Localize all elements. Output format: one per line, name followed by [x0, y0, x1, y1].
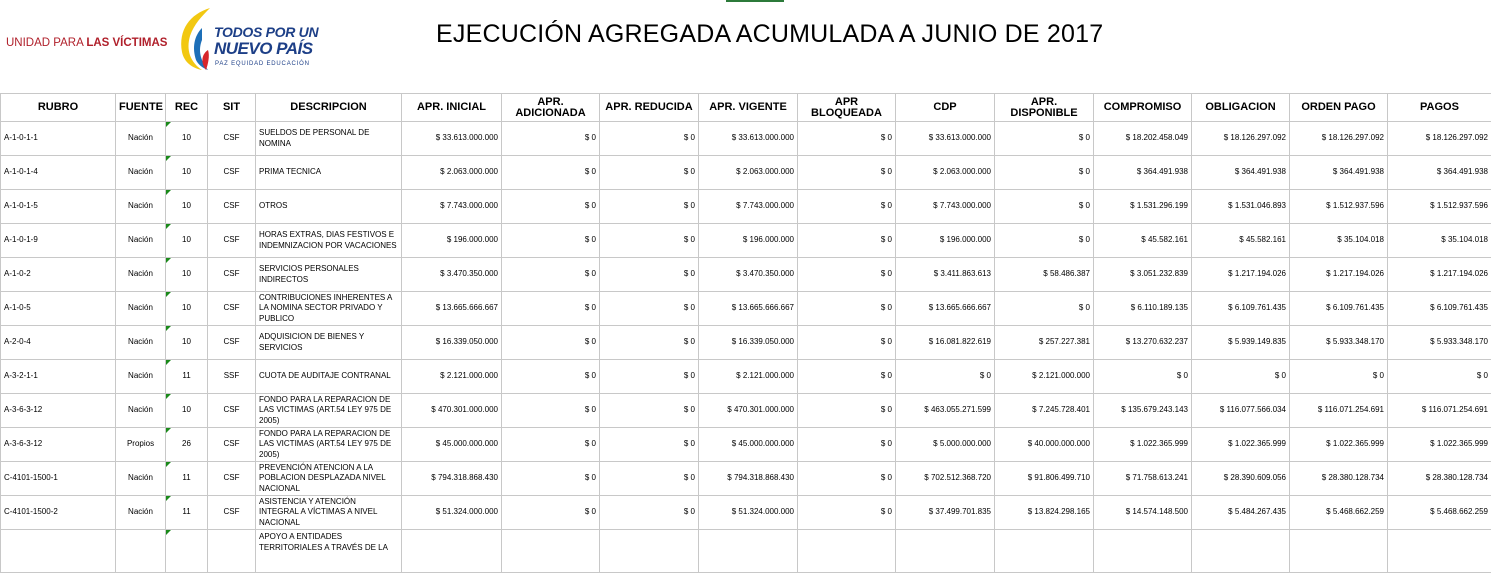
cell-compromiso[interactable]: $ 0 [1094, 360, 1192, 394]
cell-obligacion[interactable]: $ 5.484.267.435 [1192, 496, 1290, 530]
cell-rubro[interactable]: A-1-0-1-1 [1, 122, 116, 156]
logo-text: UNIDAD PARA LAS VÍCTIMAS [6, 37, 167, 49]
cell-apr-reducida[interactable]: $ 0 [600, 190, 699, 224]
cell-apr-vigente[interactable]: $ 13.665.666.667 [699, 292, 798, 326]
cell-apr-reducida[interactable]: $ 0 [600, 496, 699, 530]
cell-cdp[interactable]: $ 0 [896, 360, 995, 394]
cell-rubro[interactable]: A-1-0-2 [1, 258, 116, 292]
cell-pagos[interactable] [1388, 530, 1491, 573]
cell-fuente[interactable]: Nación [116, 122, 166, 156]
cell-descripcion[interactable]: OTROS [256, 190, 402, 224]
cell-rec[interactable]: 11 [166, 462, 208, 496]
cell-rubro[interactable]: A-1-0-1-5 [1, 190, 116, 224]
table-header-row [1, 94, 1491, 122]
cell-fuente[interactable]: Nación [116, 292, 166, 326]
cell-apr-reducida[interactable]: $ 0 [600, 292, 699, 326]
cell-apr-disponible[interactable]: $ 91.806.499.710 [995, 462, 1094, 496]
cell-rec[interactable]: 10 [166, 190, 208, 224]
cell-apr-bloqueada[interactable] [798, 530, 896, 573]
cell-cdp[interactable]: $ 33.613.000.000 [896, 122, 995, 156]
cell-cdp[interactable]: $ 7.743.000.000 [896, 190, 995, 224]
cell-apr-vigente[interactable]: $ 33.613.000.000 [699, 122, 798, 156]
table-row [1, 428, 1491, 462]
cell-pagos[interactable]: $ 6.109.761.435 [1388, 292, 1491, 326]
cell-rec[interactable]: 10 [166, 292, 208, 326]
column-header-apr-vigente[interactable]: APR. VIGENTE [699, 94, 798, 122]
cell-orden-pago[interactable]: $ 5.468.662.259 [1290, 496, 1388, 530]
cell-rubro[interactable]: C-4101-1500-1 [1, 462, 116, 496]
cell-rec[interactable]: 10 [166, 326, 208, 360]
cell-apr-inicial[interactable]: $ 2.063.000.000 [402, 156, 502, 190]
table-row [1, 496, 1491, 530]
cell-pagos[interactable]: $ 5.933.348.170 [1388, 326, 1491, 360]
cell-apr-disponible[interactable]: $ 257.227.381 [995, 326, 1094, 360]
cell-fuente[interactable]: Nación [116, 156, 166, 190]
cell-apr-inicial[interactable]: $ 7.743.000.000 [402, 190, 502, 224]
cell-descripcion[interactable]: APOYO A ENTIDADES TERRITORIALES A TRAVÉS DE LA [256, 530, 402, 573]
cell-rubro[interactable]: A-1-0-1-9 [1, 224, 116, 258]
cell-compromiso[interactable]: $ 135.679.243.143 [1094, 394, 1192, 428]
cell-cdp[interactable]: $ 13.665.666.667 [896, 292, 995, 326]
cell-apr-adicionada[interactable]: $ 0 [502, 462, 600, 496]
cell-apr-inicial[interactable]: $ 196.000.000 [402, 224, 502, 258]
cell-apr-inicial[interactable]: $ 51.324.000.000 [402, 496, 502, 530]
cell-apr-disponible[interactable]: $ 7.245.728.401 [995, 394, 1094, 428]
cell-obligacion[interactable]: $ 5.939.149.835 [1192, 326, 1290, 360]
cell-apr-reducida[interactable]: $ 0 [600, 224, 699, 258]
cell-orden-pago[interactable]: $ 35.104.018 [1290, 224, 1388, 258]
cell-sit[interactable]: CSF [208, 496, 256, 530]
cell-descripcion[interactable]: SUELDOS DE PERSONAL DE NOMINA [256, 122, 402, 156]
cell-apr-disponible[interactable]: $ 40.000.000.000 [995, 428, 1094, 462]
column-header-orden-pago[interactable]: ORDEN PAGO [1290, 94, 1388, 122]
logo-line-3: PAZ EQUIDAD EDUCACIÓN [215, 61, 310, 67]
column-header-cdp[interactable]: CDP [896, 94, 995, 122]
table-row [1, 258, 1491, 292]
cell-rec[interactable]: 11 [166, 360, 208, 394]
table-row [1, 224, 1491, 258]
cell-apr-reducida[interactable]: $ 0 [600, 122, 699, 156]
cell-sit[interactable]: CSF [208, 190, 256, 224]
cell-rec[interactable]: 11 [166, 496, 208, 530]
cell-fuente[interactable]: Nación [116, 190, 166, 224]
cell-compromiso[interactable]: $ 18.202.458.049 [1094, 122, 1192, 156]
cell-apr-adicionada[interactable]: $ 0 [502, 428, 600, 462]
cell-apr-bloqueada[interactable]: $ 0 [798, 292, 896, 326]
cell-obligacion[interactable]: $ 0 [1192, 360, 1290, 394]
cell-apr-adicionada[interactable] [502, 530, 600, 573]
cell-fuente[interactable]: Nación [116, 462, 166, 496]
cell-compromiso[interactable]: $ 45.582.161 [1094, 224, 1192, 258]
unidad-victimas-logo [2, 27, 162, 59]
cell-apr-vigente[interactable]: $ 45.000.000.000 [699, 428, 798, 462]
logo-line-2: NUEVO PAÍS [214, 39, 313, 59]
cell-cdp[interactable]: $ 3.411.863.613 [896, 258, 995, 292]
cell-rec[interactable]: 10 [166, 394, 208, 428]
cell-apr-reducida[interactable] [600, 530, 699, 573]
cell-apr-disponible[interactable]: $ 0 [995, 156, 1094, 190]
cell-pagos[interactable]: $ 116.071.254.691 [1388, 394, 1491, 428]
cell-compromiso[interactable]: $ 1.022.365.999 [1094, 428, 1192, 462]
table-body [1, 122, 1491, 573]
cell-fuente[interactable]: Nación [116, 326, 166, 360]
cell-descripcion[interactable]: SERVICIOS PERSONALES INDIRECTOS [256, 258, 402, 292]
cell-obligacion[interactable]: $ 18.126.297.092 [1192, 122, 1290, 156]
cell-apr-adicionada[interactable]: $ 0 [502, 156, 600, 190]
column-header-rec[interactable]: REC [166, 94, 208, 122]
cell-apr-bloqueada[interactable]: $ 0 [798, 122, 896, 156]
column-header-apr-reducida[interactable]: APR. REDUCIDA [600, 94, 699, 122]
cell-apr-disponible[interactable]: $ 13.824.298.165 [995, 496, 1094, 530]
cell-apr-disponible[interactable]: $ 0 [995, 292, 1094, 326]
cell-cdp[interactable]: $ 5.000.000.000 [896, 428, 995, 462]
budget-execution-table [0, 93, 1491, 573]
cell-apr-bloqueada[interactable]: $ 0 [798, 190, 896, 224]
cell-rubro[interactable]: A-2-0-4 [1, 326, 116, 360]
cell-descripcion[interactable]: HORAS EXTRAS, DIAS FESTIVOS E INDEMNIZACION POR VACACIONES [256, 224, 402, 258]
cell-apr-vigente[interactable]: $ 196.000.000 [699, 224, 798, 258]
cell-apr-vigente[interactable]: $ 2.063.000.000 [699, 156, 798, 190]
cell-apr-inicial[interactable]: $ 470.301.000.000 [402, 394, 502, 428]
cell-apr-vigente[interactable]: $ 2.121.000.000 [699, 360, 798, 394]
cell-sit[interactable]: CSF [208, 258, 256, 292]
cell-apr-adicionada[interactable]: $ 0 [502, 258, 600, 292]
cell-obligacion[interactable]: $ 1.217.194.026 [1192, 258, 1290, 292]
cell-apr-reducida[interactable]: $ 0 [600, 326, 699, 360]
cell-apr-inicial[interactable]: $ 13.665.666.667 [402, 292, 502, 326]
cell-cdp[interactable]: $ 463.055.271.599 [896, 394, 995, 428]
cell-rec[interactable] [166, 530, 208, 573]
cell-descripcion[interactable]: CONTRIBUCIONES INHERENTES A LA NOMINA SECTOR PRIVADO Y PUBLICO [256, 292, 402, 326]
cell-apr-bloqueada[interactable]: $ 0 [798, 224, 896, 258]
cell-apr-reducida[interactable]: $ 0 [600, 394, 699, 428]
cell-apr-inicial[interactable]: $ 2.121.000.000 [402, 360, 502, 394]
cell-apr-vigente[interactable]: $ 794.318.868.430 [699, 462, 798, 496]
cell-apr-bloqueada[interactable]: $ 0 [798, 428, 896, 462]
cell-cdp[interactable] [896, 530, 995, 573]
cell-cdp[interactable]: $ 196.000.000 [896, 224, 995, 258]
column-header-apr-bloqueada[interactable]: APR BLOQUEADA [798, 94, 896, 122]
cell-apr-bloqueada[interactable]: $ 0 [798, 258, 896, 292]
cell-apr-disponible[interactable]: $ 0 [995, 122, 1094, 156]
cell-obligacion[interactable]: $ 364.491.938 [1192, 156, 1290, 190]
cell-apr-vigente[interactable]: $ 51.324.000.000 [699, 496, 798, 530]
column-header-descripcion[interactable]: DESCRIPCION [256, 94, 402, 122]
table-row [1, 122, 1491, 156]
cell-rec[interactable]: 10 [166, 156, 208, 190]
cell-sit[interactable]: CSF [208, 394, 256, 428]
cell-orden-pago[interactable]: $ 364.491.938 [1290, 156, 1388, 190]
cell-cdp[interactable]: $ 37.499.701.835 [896, 496, 995, 530]
cell-apr-bloqueada[interactable]: $ 0 [798, 462, 896, 496]
cell-rubro[interactable]: A-1-0-5 [1, 292, 116, 326]
cell-apr-inicial[interactable]: $ 3.470.350.000 [402, 258, 502, 292]
cell-obligacion[interactable]: $ 28.390.609.056 [1192, 462, 1290, 496]
column-header-compromiso[interactable]: COMPROMISO [1094, 94, 1192, 122]
cell-apr-adicionada[interactable]: $ 0 [502, 394, 600, 428]
cell-obligacion[interactable]: $ 116.077.566.034 [1192, 394, 1290, 428]
cell-obligacion[interactable]: $ 6.109.761.435 [1192, 292, 1290, 326]
cell-apr-adicionada[interactable]: $ 0 [502, 360, 600, 394]
cell-sit[interactable]: CSF [208, 428, 256, 462]
cell-orden-pago[interactable]: $ 1.022.365.999 [1290, 428, 1388, 462]
cell-apr-bloqueada[interactable]: $ 0 [798, 394, 896, 428]
logo-line-1: TODOS POR UN [214, 24, 318, 40]
cell-pagos[interactable]: $ 1.217.194.026 [1388, 258, 1491, 292]
table-row [1, 190, 1491, 224]
cell-fuente[interactable]: Nación [116, 258, 166, 292]
cell-apr-inicial[interactable]: $ 794.318.868.430 [402, 462, 502, 496]
cell-obligacion[interactable]: $ 1.022.365.999 [1192, 428, 1290, 462]
cell-pagos[interactable]: $ 1.022.365.999 [1388, 428, 1491, 462]
cell-sit[interactable]: CSF [208, 224, 256, 258]
cell-apr-bloqueada[interactable]: $ 0 [798, 496, 896, 530]
cell-apr-inicial[interactable] [402, 530, 502, 573]
cell-pagos[interactable]: $ 0 [1388, 360, 1491, 394]
cell-descripcion[interactable]: CUOTA DE AUDITAJE CONTRANAL [256, 360, 402, 394]
cell-apr-vigente[interactable]: $ 7.743.000.000 [699, 190, 798, 224]
column-header-rubro[interactable]: RUBRO [1, 94, 116, 122]
cell-apr-bloqueada[interactable]: $ 0 [798, 326, 896, 360]
cell-apr-inicial[interactable]: $ 16.339.050.000 [402, 326, 502, 360]
cell-apr-disponible[interactable]: $ 2.121.000.000 [995, 360, 1094, 394]
cell-apr-inicial[interactable]: $ 33.613.000.000 [402, 122, 502, 156]
cell-apr-disponible[interactable] [995, 530, 1094, 573]
cell-apr-vigente[interactable] [699, 530, 798, 573]
table-row [1, 394, 1491, 428]
cell-pagos[interactable]: $ 364.491.938 [1388, 156, 1491, 190]
table-row [1, 530, 1491, 573]
cell-fuente[interactable]: Propios [116, 428, 166, 462]
cell-descripcion[interactable]: ASISTENCIA Y ATENCIÓN INTEGRAL A VÍCTIMAS A NIVEL NACIONAL [256, 496, 402, 530]
cell-apr-disponible[interactable]: $ 0 [995, 190, 1094, 224]
cell-sit[interactable] [208, 530, 256, 573]
cell-apr-bloqueada[interactable]: $ 0 [798, 156, 896, 190]
cell-orden-pago[interactable]: $ 1.217.194.026 [1290, 258, 1388, 292]
cell-fuente[interactable]: Nación [116, 224, 166, 258]
column-header-obligacion[interactable]: OBLIGACION [1192, 94, 1290, 122]
cell-orden-pago[interactable]: $ 28.380.128.734 [1290, 462, 1388, 496]
cell-apr-vigente[interactable]: $ 3.470.350.000 [699, 258, 798, 292]
cell-apr-reducida[interactable]: $ 0 [600, 360, 699, 394]
cell-obligacion[interactable] [1192, 530, 1290, 573]
cell-fuente[interactable]: Nación [116, 496, 166, 530]
cell-orden-pago[interactable]: $ 5.933.348.170 [1290, 326, 1388, 360]
cell-rec[interactable]: 10 [166, 224, 208, 258]
cell-apr-vigente[interactable]: $ 16.339.050.000 [699, 326, 798, 360]
cell-pagos[interactable]: $ 18.126.297.092 [1388, 122, 1491, 156]
report-header [0, 0, 1491, 92]
table-row [1, 326, 1491, 360]
cell-sit[interactable]: CSF [208, 122, 256, 156]
cell-apr-reducida[interactable]: $ 0 [600, 462, 699, 496]
cell-fuente[interactable]: Nación [116, 394, 166, 428]
cell-pagos[interactable]: $ 5.468.662.259 [1388, 496, 1491, 530]
cell-apr-reducida[interactable]: $ 0 [600, 156, 699, 190]
cell-rec[interactable]: 26 [166, 428, 208, 462]
cell-obligacion[interactable]: $ 1.531.046.893 [1192, 190, 1290, 224]
cell-apr-disponible[interactable]: $ 0 [995, 224, 1094, 258]
cell-compromiso[interactable]: $ 14.574.148.500 [1094, 496, 1192, 530]
cell-apr-vigente[interactable]: $ 470.301.000.000 [699, 394, 798, 428]
cell-rubro[interactable]: C-4101-1500-2 [1, 496, 116, 530]
cell-fuente[interactable]: Nación [116, 360, 166, 394]
nuevo-pais-swoosh-icon [172, 6, 216, 72]
table-row [1, 292, 1491, 326]
table-row [1, 462, 1491, 496]
cell-orden-pago[interactable]: $ 18.126.297.092 [1290, 122, 1388, 156]
cell-orden-pago[interactable] [1290, 530, 1388, 573]
cell-apr-adicionada[interactable]: $ 0 [502, 326, 600, 360]
cell-rubro[interactable]: A-3-2-1-1 [1, 360, 116, 394]
column-header-pagos[interactable]: PAGOS [1388, 94, 1491, 122]
cell-fuente[interactable] [116, 530, 166, 573]
cell-apr-adicionada[interactable]: $ 0 [502, 292, 600, 326]
cell-apr-bloqueada[interactable]: $ 0 [798, 360, 896, 394]
cell-compromiso[interactable]: $ 71.758.613.241 [1094, 462, 1192, 496]
column-header-apr-adicionada[interactable]: APR. ADICIONADA [502, 94, 600, 122]
cell-rec[interactable]: 10 [166, 258, 208, 292]
cell-sit[interactable]: CSF [208, 292, 256, 326]
column-header-apr-inicial[interactable]: APR. INICIAL [402, 94, 502, 122]
cell-descripcion[interactable]: FONDO PARA LA REPARACION DE LAS VICTIMAS (ART.54 LEY 975 DE 2005) [256, 428, 402, 462]
cell-pagos[interactable]: $ 1.512.937.596 [1388, 190, 1491, 224]
cell-sit[interactable]: SSF [208, 360, 256, 394]
cell-pagos[interactable]: $ 35.104.018 [1388, 224, 1491, 258]
cell-sit[interactable]: CSF [208, 326, 256, 360]
table-row [1, 156, 1491, 190]
cell-rec[interactable]: 10 [166, 122, 208, 156]
cell-apr-adicionada[interactable]: $ 0 [502, 122, 600, 156]
cell-compromiso[interactable]: $ 3.051.232.839 [1094, 258, 1192, 292]
cell-apr-reducida[interactable]: $ 0 [600, 258, 699, 292]
cell-orden-pago[interactable]: $ 116.071.254.691 [1290, 394, 1388, 428]
cell-orden-pago[interactable]: $ 6.109.761.435 [1290, 292, 1388, 326]
cell-cdp[interactable]: $ 16.081.822.619 [896, 326, 995, 360]
cell-descripcion[interactable]: FONDO PARA LA REPARACION DE LAS VICTIMAS (ART.54 LEY 975 DE 2005) [256, 394, 402, 428]
cell-rubro[interactable]: A-3-6-3-12 [1, 394, 116, 428]
cell-descripcion[interactable]: ADQUISICION DE BIENES Y SERVICIOS [256, 326, 402, 360]
cell-orden-pago[interactable]: $ 1.512.937.596 [1290, 190, 1388, 224]
cell-rubro[interactable]: A-1-0-1-4 [1, 156, 116, 190]
cell-apr-inicial[interactable]: $ 45.000.000.000 [402, 428, 502, 462]
cell-apr-adicionada[interactable]: $ 0 [502, 224, 600, 258]
active-cell-indicator [726, 0, 784, 2]
cell-sit[interactable]: CSF [208, 156, 256, 190]
column-header-sit[interactable]: SIT [208, 94, 256, 122]
todos-por-un-nuevo-pais-logo [172, 6, 312, 72]
cell-apr-adicionada[interactable]: $ 0 [502, 496, 600, 530]
cell-rubro[interactable]: A-3-6-3-12 [1, 428, 116, 462]
cell-descripcion[interactable]: PREVENCIÓN ATENCION A LA POBLACION DESPLAZADA NIVEL NACIONAL [256, 462, 402, 496]
cell-orden-pago[interactable]: $ 0 [1290, 360, 1388, 394]
cell-apr-disponible[interactable]: $ 58.486.387 [995, 258, 1094, 292]
column-header-apr-disponible[interactable]: APR. DISPONIBLE [995, 94, 1094, 122]
cell-pagos[interactable]: $ 28.380.128.734 [1388, 462, 1491, 496]
cell-descripcion[interactable]: PRIMA TECNICA [256, 156, 402, 190]
cell-obligacion[interactable]: $ 45.582.161 [1192, 224, 1290, 258]
cell-apr-reducida[interactable]: $ 0 [600, 428, 699, 462]
cell-compromiso[interactable]: $ 364.491.938 [1094, 156, 1192, 190]
cell-cdp[interactable]: $ 702.512.368.720 [896, 462, 995, 496]
cell-compromiso[interactable]: $ 6.110.189.135 [1094, 292, 1192, 326]
cell-sit[interactable]: CSF [208, 462, 256, 496]
cell-apr-adicionada[interactable]: $ 0 [502, 190, 600, 224]
page-title: EJECUCIÓN AGREGADA ACUMULADA A JUNIO DE 2017 [436, 20, 1103, 49]
cell-cdp[interactable]: $ 2.063.000.000 [896, 156, 995, 190]
cell-compromiso[interactable]: $ 13.270.632.237 [1094, 326, 1192, 360]
cell-rubro[interactable] [1, 530, 116, 573]
table-row [1, 360, 1491, 394]
cell-compromiso[interactable] [1094, 530, 1192, 573]
cell-compromiso[interactable]: $ 1.531.296.199 [1094, 190, 1192, 224]
column-header-fuente[interactable]: FUENTE [116, 94, 166, 122]
